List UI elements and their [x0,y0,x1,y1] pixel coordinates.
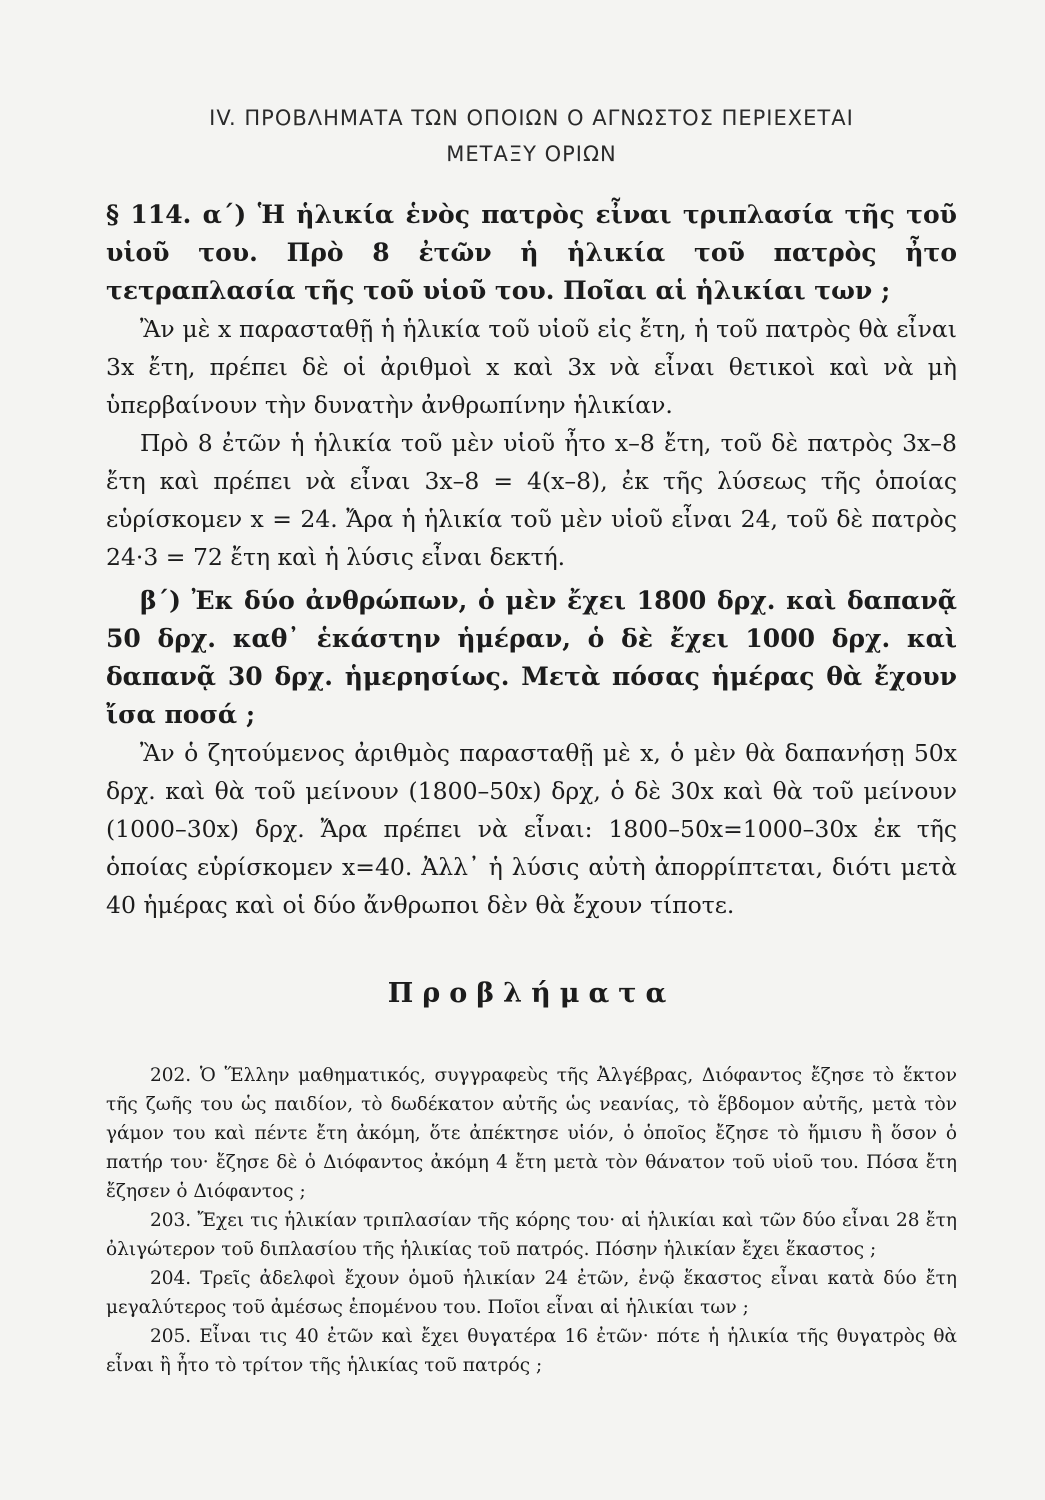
problem-item: 202. Ὁ Ἕλλην μαθηματικός, συγγραφεὺς τῆς Ἀλγέβρας, Διόφαντος ἔζησε τὸ ἕκτον τῆς ζωῆς του ὡς παιδίον, τὸ δωδέκατον αὐτῆς ὡς νεανίας, τὸ ἕβδομον αὐτῆς, μετὰ τὸν γάμον του καὶ πέντε ἔτη ἀκόμη, ὅτε ἀπέκτησε υἱόν, ὁ ὁποῖος ἔζησε τὸ ἥμισυ ἢ ὅσον ὁ πατήρ του· ἔζησε δὲ ὁ Διόφαντος ἀκόμη 4 ἔτη μετὰ τὸν θάνατον τοῦ υἱοῦ του. Πόσα ἔτη ἔζησεν ὁ Διόφαντος ; [106,1065,957,1202]
problem-item: 203. Ἔχει τις ἡλικίαν τριπλασίαν τῆς κόρης του· αἱ ἡλικίαι καὶ τῶν δύο εἶναι 28 ἔτη ὀλιγώτερον τοῦ διπλασίου τῆς ἡλικίας τοῦ πατρός. Πόσην ἡλικίαν ἔχει ἕκαστος ; [106,1210,957,1260]
problem-item: 204. Τρεῖς ἀδελφοὶ ἔχουν ὁμοῦ ἡλικίαν 24 ἐτῶν, ἐνῷ ἕκαστος εἶναι κατὰ δύο ἔτη μεγαλύτερος τοῦ ἀμέσως ἑπομένου του. Ποῖοι εἶναι αἱ ἡλικίαι των ; [106,1268,957,1318]
section-b-paragraph-1: Ἂν ὁ ζητούμενος ἀριθμὸς παρασταθῇ μὲ x, ὁ μὲν θὰ δαπανήσῃ 50x δρχ. καὶ θὰ τοῦ μείνουν (1800–50x) δρχ, ὁ δὲ 30x καὶ θὰ τοῦ μείνουν (1000–30x) δρχ. Ἄρα πρέπει νὰ εἶναι: 1800–50x=1000–30x ἐκ τῆς ὁποίας εὑρίσκομεν x=40. Ἀλλ᾽ ἡ λύσις αὐτὴ ἀπορρίπτεται, διότι μετὰ 40 ἡμέρας καὶ οἱ δύο ἄνθρωποι δὲν θὰ ἔχουν τίποτε. [106,739,957,919]
section-114-paragraph-2: Πρὸ 8 ἐτῶν ἡ ἡλικία τοῦ μὲν υἱοῦ ἦτο x–8 ἔτη, τοῦ δὲ πατρὸς 3x–8 ἔτη καὶ πρέπει νὰ εἶναι 3x–8 = 4(x–8), ἐκ τῆς λύσεως τῆς ὁποίας εὑρίσκομεν x = 24. Ἄρα ἡ ἡλικία τοῦ μὲν υἱοῦ εἶναι 24, τοῦ δὲ πατρὸς 24·3 = 72 ἔτη καὶ ἡ λύσις εἶναι δεκτή. [106,429,957,571]
problem-item: 205. Εἶναι τις 40 ἐτῶν καὶ ἔχει θυγατέρα 16 ἐτῶν· πότε ἡ ἡλικία τῆς θυγατρὸς θὰ εἶναι ἢ ἦτο τὸ τρίτον τῆς ἡλικίας τοῦ πατρός ; [106,1326,957,1376]
section-b-heading: β΄) Ἐκ δύο ἀνθρώπων, ὁ μὲν ἔχει 1800 δρχ. καὶ δαπανᾷ 50 δρχ. καθ᾽ ἑκάστην ἡμέραν, ὁ δὲ ἔχει 1000 δρχ. καὶ δαπανᾷ 30 δρχ. ἡμερησίως. Μετὰ πόσας ἡμέρας θὰ ἔχουν ἴσα ποσά ; [106,586,957,729]
chapter-header [106,100,957,172]
section-114-paragraph-1: Ἂν μὲ x παρασταθῇ ἡ ἡλικία τοῦ υἱοῦ εἰς ἔτη, ἡ τοῦ πατρὸς θὰ εἶναι 3x ἔτη, πρέπει δὲ οἱ ἀριθμοὶ x καὶ 3x νὰ εἶναι θετικοὶ καὶ νὰ μὴ ὑπερβαίνουν τὴν δυνατὴν ἀνθρωπίνην ἡλικίαν. [106,315,957,419]
problems-title: Προβλήματα [387,978,676,1009]
section-114-heading: § 114. α΄) Ἡ ἡλικία ἑνὸς πατρὸς εἶναι τριπλασία τῆς τοῦ υἱοῦ του. Πρὸ 8 ἐτῶν ἡ ἡλικία τοῦ πατρὸς ἦτο τετραπλασία τῆς τοῦ υἱοῦ του. Ποῖαι αἱ ἡλικίαι των ; [106,200,957,305]
chapter-title-line1: IV. ΠΡΟΒΛΗΜΑΤΑ ΤΩΝ ΟΠΟΙΩΝ Ο ΑΓΝΩΣΤΟΣ ΠΕΡΙΕΧΕΤΑΙ [209,106,854,130]
chapter-title-line2: ΜΕΤΑΞΥ ΟΡΙΩΝ [446,142,617,166]
problems-list [106,1061,957,1380]
